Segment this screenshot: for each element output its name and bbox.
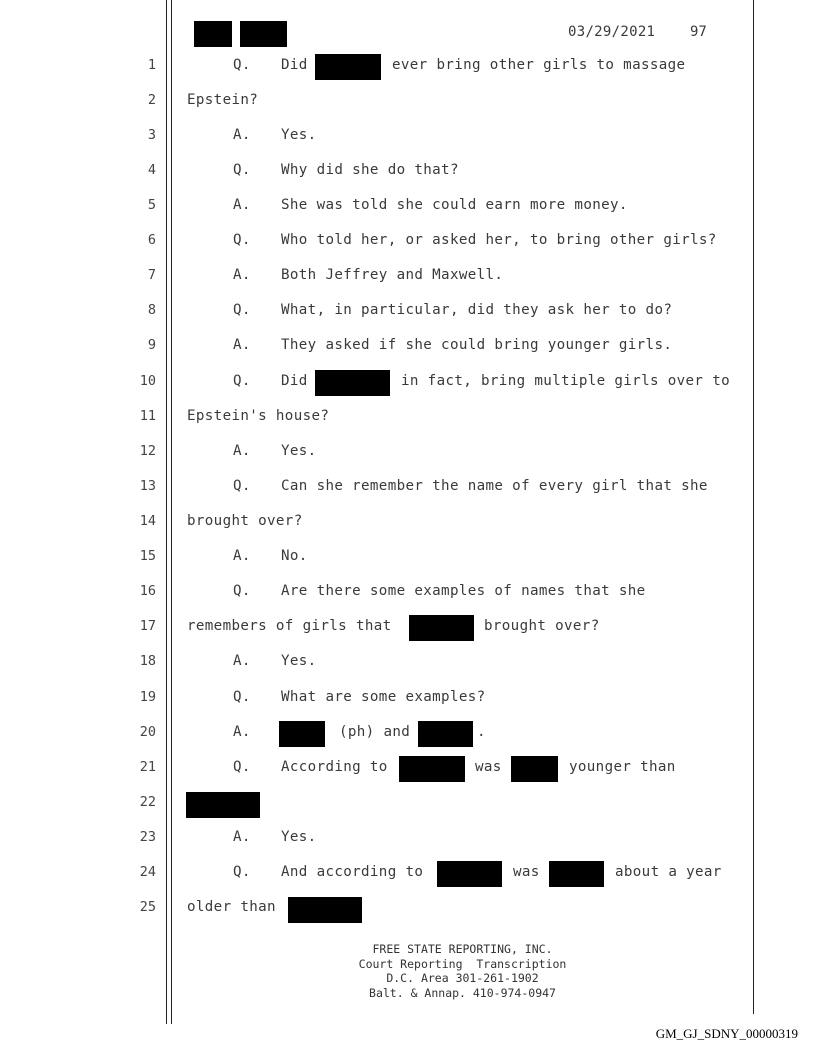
line-number: 5 — [147, 197, 156, 213]
line-number: 11 — [139, 408, 156, 424]
line-text: What are some examples? — [281, 689, 486, 705]
line-text: Did — [281, 373, 308, 389]
line-number: 13 — [139, 478, 156, 494]
line-text: was — [513, 864, 540, 880]
line-number: 23 — [139, 829, 156, 845]
footer-services: Court Reporting Transcription — [358, 956, 567, 971]
line-text: older than — [187, 899, 276, 915]
line-text: (ph) and — [339, 724, 411, 740]
line-number: 12 — [139, 443, 156, 459]
line-text: ever bring other girls to massage — [392, 57, 686, 73]
header-date: 03/29/2021 — [568, 24, 656, 40]
line-number: 9 — [147, 337, 156, 353]
redaction-block — [315, 54, 381, 80]
line-number: 4 — [147, 162, 156, 178]
redaction-block — [418, 721, 473, 747]
speaker-label: A. — [233, 337, 251, 353]
line-text: Yes. — [281, 653, 317, 669]
line-number: 21 — [139, 759, 156, 775]
speaker-label: Q. — [233, 162, 251, 178]
redaction-block — [437, 861, 502, 887]
speaker-label: A. — [233, 127, 251, 143]
speaker-label: A. — [233, 267, 251, 283]
left-margin-rule-inner — [171, 0, 172, 1024]
line-text: was — [475, 759, 502, 775]
speaker-label: A. — [233, 197, 251, 213]
line-text: . — [477, 724, 486, 740]
line-text: Yes. — [281, 829, 317, 845]
line-number: 24 — [139, 864, 156, 880]
line-text: younger than — [569, 759, 676, 775]
speaker-label: A. — [233, 829, 251, 845]
line-number: 16 — [139, 583, 156, 599]
reporter-footer — [300, 942, 625, 1000]
line-number: 14 — [139, 513, 156, 529]
line-number: 2 — [147, 92, 156, 108]
redaction-block — [399, 756, 465, 782]
line-text: in fact, bring multiple girls over to — [401, 373, 730, 389]
line-number: 6 — [147, 232, 156, 248]
line-text: Both Jeffrey and Maxwell. — [281, 267, 504, 283]
bates-number: GM_GJ_SDNY_00000319 — [655, 1026, 798, 1041]
line-text: Who told her, or asked her, to bring other girls? — [281, 232, 717, 248]
line-text: She was told she could earn more money. — [281, 197, 628, 213]
line-text: about a year — [615, 864, 722, 880]
speaker-label: Q. — [233, 57, 251, 73]
line-number: 7 — [147, 267, 156, 283]
line-number: 19 — [139, 689, 156, 705]
speaker-label: Q. — [233, 583, 251, 599]
line-text: Why did she do that? — [281, 162, 459, 178]
speaker-label: Q. — [233, 373, 251, 389]
line-text: Did — [281, 57, 308, 73]
line-number: 17 — [139, 618, 156, 634]
header-page-number: 97 — [690, 24, 707, 40]
line-number: 18 — [139, 653, 156, 669]
line-number: 10 — [139, 373, 156, 389]
speaker-label: Q. — [233, 232, 251, 248]
footer-dc-phone: D.C. Area 301-261-1902 — [386, 971, 539, 985]
footer-balt-phone: Balt. & Annap. 410-974-0947 — [369, 985, 556, 1000]
line-text: remembers of girls that — [187, 618, 392, 634]
line-text: Yes. — [281, 443, 317, 459]
speaker-label: A. — [233, 548, 251, 564]
speaker-label: Q. — [233, 302, 251, 318]
line-number: 3 — [147, 127, 156, 143]
speaker-label: Q. — [233, 759, 251, 775]
line-text: brought over? — [187, 513, 303, 529]
speaker-label: Q. — [233, 478, 251, 494]
speaker-label: A. — [233, 653, 251, 669]
redaction-block — [315, 370, 390, 396]
speaker-label: Q. — [233, 689, 251, 705]
line-text: And according to — [281, 864, 424, 880]
line-text: No. — [281, 548, 308, 564]
speaker-label: A. — [233, 443, 251, 459]
header-redaction-1 — [194, 21, 232, 47]
line-number: 20 — [139, 724, 156, 740]
line-number: 22 — [139, 794, 156, 810]
line-number: 1 — [147, 57, 156, 73]
speaker-label: A. — [233, 724, 251, 740]
line-text: Can she remember the name of every girl that she — [281, 478, 708, 494]
line-text: According to — [281, 759, 388, 775]
redaction-block — [511, 756, 558, 782]
redaction-block — [186, 792, 260, 818]
line-text: Yes. — [281, 127, 317, 143]
line-text: Epstein's house? — [187, 408, 330, 424]
line-number: 25 — [139, 899, 156, 915]
redaction-block — [288, 897, 362, 923]
redaction-block — [549, 861, 604, 887]
header-redaction-2 — [240, 21, 287, 47]
left-margin-rule-outer — [166, 0, 167, 1024]
line-number: 8 — [147, 302, 156, 318]
line-text: Epstein? — [187, 92, 259, 108]
speaker-label: Q. — [233, 864, 251, 880]
footer-company: FREE STATE REPORTING, INC. — [372, 942, 553, 956]
right-margin-rule — [753, 0, 754, 1014]
line-number: 15 — [139, 548, 156, 564]
line-text: What, in particular, did they ask her to do? — [281, 302, 673, 318]
line-text: brought over? — [484, 618, 600, 634]
redaction-block — [409, 615, 474, 641]
line-text: Are there some examples of names that she — [281, 583, 646, 599]
redaction-block — [279, 721, 325, 747]
line-text: They asked if she could bring younger girls. — [281, 337, 673, 353]
